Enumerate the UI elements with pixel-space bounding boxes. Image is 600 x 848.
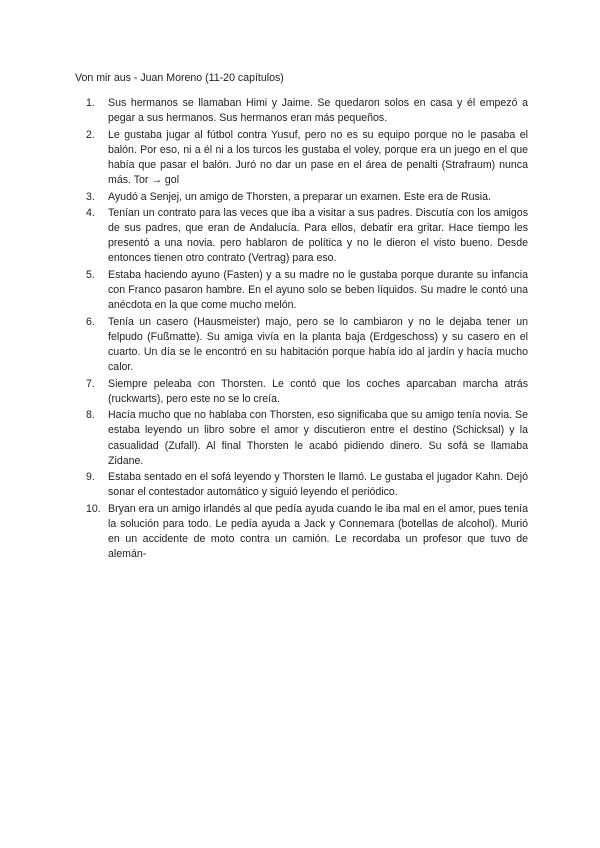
item-number: 10. — [86, 502, 101, 515]
item-number: 1. — [86, 97, 95, 109]
chapter-summary-list — [86, 96, 528, 564]
list-item — [86, 315, 528, 375]
item-number: 4. — [86, 207, 95, 220]
item-number: 6. — [86, 315, 95, 328]
list-item — [86, 470, 528, 500]
item-text: Tenía un casero (Hausmeister) majo, pero se lo cambiaron y no le dejaba tener un felpudo (Fußmatte). Su amiga vivía en la planta baja (Erdgeschoss) y su casero en el cuarto. Un día se le encontró en su habitación porque había ido al jardín y hacía mucho calor. — [108, 315, 528, 374]
item-text: Estaba haciendo ayuno (Fasten) y a su madre no le gustaba porque durante su infancia con Franco pasaron hambre. En el ayuno solo se beben líquidos. Su madre le contó una anécdota en la que come mucho melón. — [108, 269, 528, 312]
list-item — [86, 190, 528, 205]
item-text: Bryan era un amigo irlandés al que pedía ayuda cuando le iba mal en el amor, pues tenía la solución para todo. Le pedía ayuda a Jack y Connemara (botellas de alcohol). Murió en un accidente de moto contra un camión. Le recordaba un profesor que tuvo de alemán- — [108, 502, 528, 561]
item-number: 7. — [86, 377, 95, 390]
list-item — [86, 206, 528, 266]
list-item — [86, 268, 528, 313]
item-text: Tenían un contrato para las veces que iba a visitar a sus padres. Discutía con los amigos de sus padres, que eran de Andalucía. Para ellos, debatir era gritar. Hace tiempo les presentó a una novia. pero hablaron de política y no le dieron el visto bueno. Desde entonces tienen otro contrato (Vertrag) para eso. — [108, 207, 528, 265]
item-number: 5. — [86, 269, 95, 282]
document-title: Von mir aus - Juan Moreno (11-20 capítulos) — [75, 72, 284, 84]
list-item — [86, 408, 528, 468]
item-text: Siempre peleaba con Thorsten. Le contó que los coches aparcaban marcha atrás (ruckwarts), pero este no se lo creía. — [108, 377, 528, 405]
list-item — [86, 502, 528, 562]
item-text: Ayudó a Senjej, un amigo de Thorsten, a preparar un examen. Este era de Rusia. — [108, 190, 491, 203]
item-number: 3. — [86, 190, 95, 203]
item-text: Estaba sentado en el sofá leyendo y Thorsten le llamó. Le gustaba el jugador Kahn. Dejó sonar el contestador automático y siguió leyendo el periódico. — [108, 471, 528, 499]
item-text: Le gustaba jugar al fútbol contra Yusuf, pero no es su equipo porque no le pasaba el balón. Por eso, ni a él ni a los turcos les gustaba el voley, porque era un juego en el que había que pasar el balón. Juró no dar un pase en el área de penalti (Strafraum) nunca más. Tor → gol — [108, 128, 528, 186]
item-number: 2. — [86, 128, 95, 141]
item-number: 8. — [86, 409, 95, 422]
list-item — [86, 96, 528, 126]
item-text: Sus hermanos se llamaban Himi y Jaime. Se quedaron solos en casa y él empezó a pegar a sus hermanos. Sus hermanos eran más pequeños. — [108, 97, 528, 125]
item-text: Hacía mucho que no hablaba con Thorsten, eso significaba que su amigo tenía novia. Se estaba leyendo un libro sobre el amor y discutieron entre el destino (Schicksal) y la casualidad (Zufall). Al final Thorsten le acabó pidiendo dinero. Su sofá se llamaba Zidane. — [108, 409, 528, 467]
list-item — [86, 377, 528, 407]
item-number: 9. — [86, 471, 95, 484]
list-item — [86, 128, 528, 188]
